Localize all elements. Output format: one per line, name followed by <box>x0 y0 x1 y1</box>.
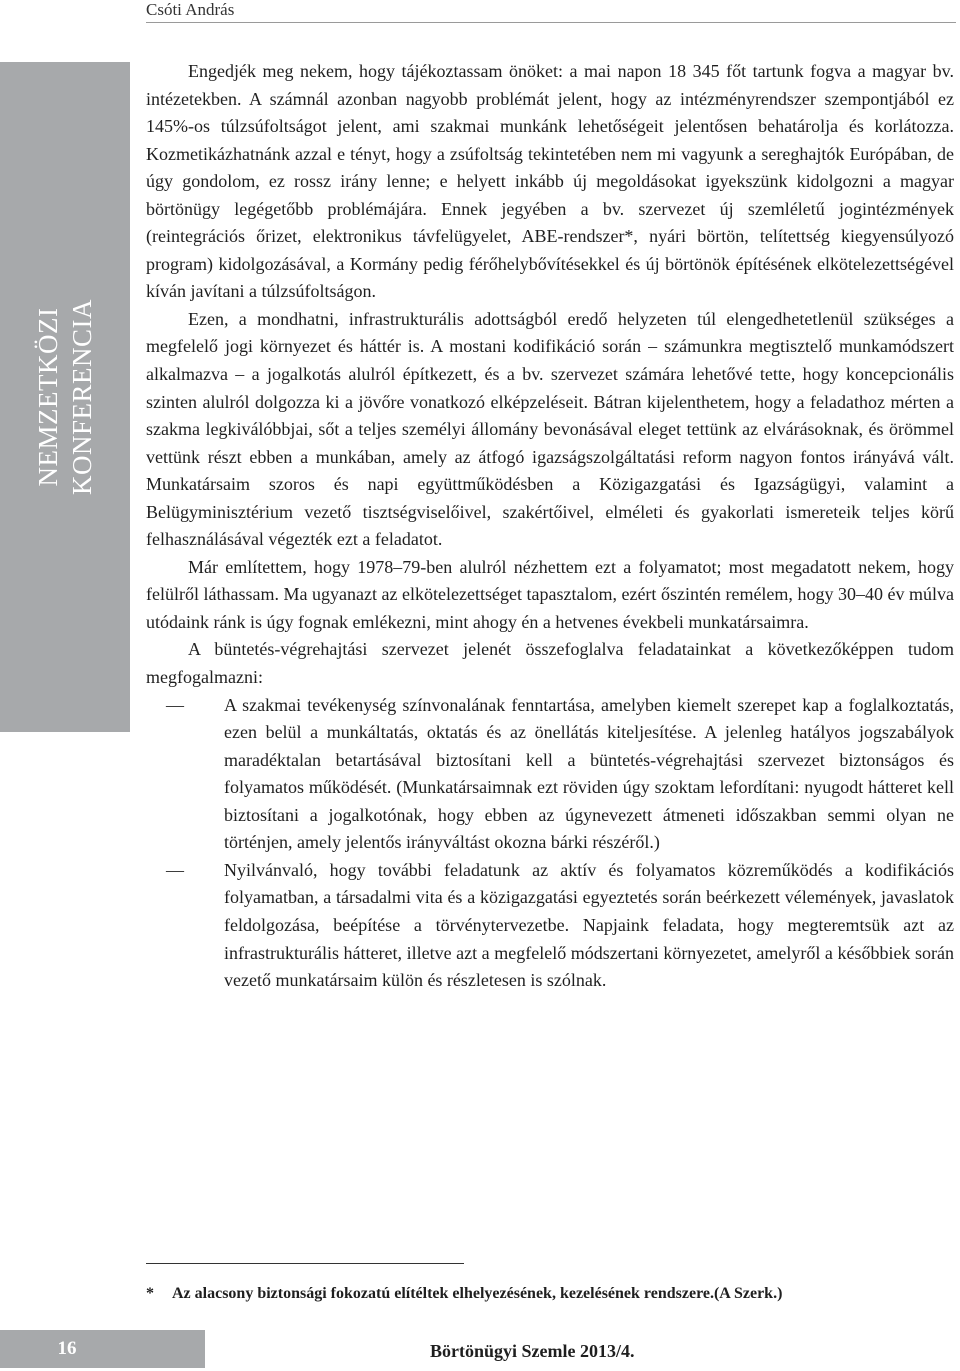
list-item <box>166 692 954 857</box>
task-list <box>146 692 954 995</box>
paragraph-1: Engedjék meg nekem, hogy tájékoztassam önöket: a mai napon 18 345 főt tartunk fogva a magyar bv. intézetekben. A számnál azonban nagyobb problémát jelent, hogy az intézményrendszer szempontjából ez 145%-os túlzsúfoltságot jelent, ami szakmai munkánk lehetőségeit jelentősen behatárolja és korlátozza. Kozmetikázhatnánk azzal e tényt, hogy a zsúfoltság tekintetében nem mi vagyunk a sereghajtók Európában, de úgy gondolom, ez rossz irány lenne; e helyett inkább új megoldásokat igyekszünk kidolgozni a magyar börtönügy legégetőbb problémájára. Ennek jegyében a bv. szervezet új szemléletű jogintézmények (reintegrációs őrizet, elektronikus távfelügyelet, ABE-rendszer*, nyári börtön, telítettség kiegyensúlyozó program) kidolgozásával, a Kormány pedig férőhelybővítésekkel és új börtönök építésének elkötelezettségével kíván javítani a túlzsúfoltságon. <box>146 61 954 302</box>
footnote <box>146 1284 956 1304</box>
paragraph-4: A büntetés-végrehajtási szervezet jelenét összefoglalva feladatainkat a következőképpen tudom megfogalmazni: <box>146 639 954 688</box>
journal-title: Börtönügyi Szemle 2013/4. <box>430 1341 635 1361</box>
article-body <box>146 58 954 995</box>
footnote-mark: * <box>146 1285 154 1302</box>
footer-page-tab <box>0 1330 205 1368</box>
footnote-text: Az alacsony biztonsági fokozatú elítéltek elhelyezésének, kezelésének rendszere.(A Szerk.) <box>172 1285 783 1302</box>
list-item <box>166 857 954 995</box>
page-number: 16 <box>57 1338 77 1359</box>
list-item-text: A szakmai tevékenység színvonalának fenntartása, amelyben kiemelt szerepet kap a foglalkoztatás, ezen belül a munkáltatás, oktatás és az önellátás kiteljesítése. A jelenleg hatályos jogszabályok maradéktalan betartásával biztosítani kell a büntetés-végrehajtási szervezet biztonságos és folyamatos működését. (Munkatársaimnak ezt röviden úgy szoktam lefordítani: nyugodt hátteret kell biztosítani a jogalkotónak, hogy ebben az úgynevezett átmeneti időszakban semmi olyan ne történjen, amely jelentős irányváltást okozna bárki részéről.) <box>224 694 954 853</box>
section-tab-line-2: KONFERENCIA <box>67 298 97 496</box>
section-tab <box>0 62 130 732</box>
dash-bullet: — <box>166 694 184 715</box>
paragraph-2: Ezen, a mondhatni, infrastrukturális adottságból eredő helyzeten túl elengedhetetlenül szükséges a megfelelő jogi környezet és háttér is. A mostani kodifikáció során – számunkra megtisztelő munkamódszert alkalmazva – a jogalkotás alulról építkezett, és a bv. szervezet számára lehetővé tette, hogy koncepcionális szinten alulról dolgozza ki a jövőre vonatkozó elképzeléseit. Bátran kijelenthetem, hogy a feladathoz mérten a szakma legkiválóbbjai, sőt a teljes személyi állomány bevonásával eleget tettünk az elvárásoknak, és örömmel vettünk részt ebben a munkában, amely az átfogó igazságszolgáltatási reform nagyon fontos irányává vált. Munkatársaim szoros és napi együttműködésben a Közigazgatási és Igazságügyi, valamint a Belügyminisztérium vezető tisztségviselőivel, szakértőivel, elméleti és gyakorlati ismereteik teljes körű felhasználásával végezték ezt a feladatot. <box>146 308 954 550</box>
dash-bullet: — <box>166 859 184 880</box>
paragraph-3: Már említettem, hogy 1978–79-ben alulról nézhettem ezt a folyamatot; most megadatott nekem, hogy felülről láthassam. Ma ugyanazt az elkötelezettséget tapasztalom, ezért őszintén remélem, hogy 30–40 év múlva utódaink ránk is úgy fognak emlékezni, mint ahogy én a hetvenes évekbeli munkatársaimra. <box>146 556 954 632</box>
list-item-text: Nyilvánvaló, hogy további feladatunk az aktív és folyamatos közreműködés a kodifikációs folyamatban, a társadalmi vita és a közigazgatási egyeztetés során beérkezett vélemények, javaslatok feldolgozása, beépítése a törvénytervezetbe. Napjaink feladata, hogy megteremtsük azt az infrastrukturális hátteret, illetve azt a megfelelő módszertani környezetet, amelyről a későbbiek során vezető munkatársaim külön és részletesen is szólnak. <box>224 859 954 991</box>
header-divider <box>146 22 956 23</box>
footnote-divider <box>146 1263 464 1264</box>
section-tab-label <box>31 299 99 495</box>
running-head-author: Csóti András <box>146 0 235 19</box>
section-tab-line-1: NEMZETKÖZI <box>33 307 63 487</box>
